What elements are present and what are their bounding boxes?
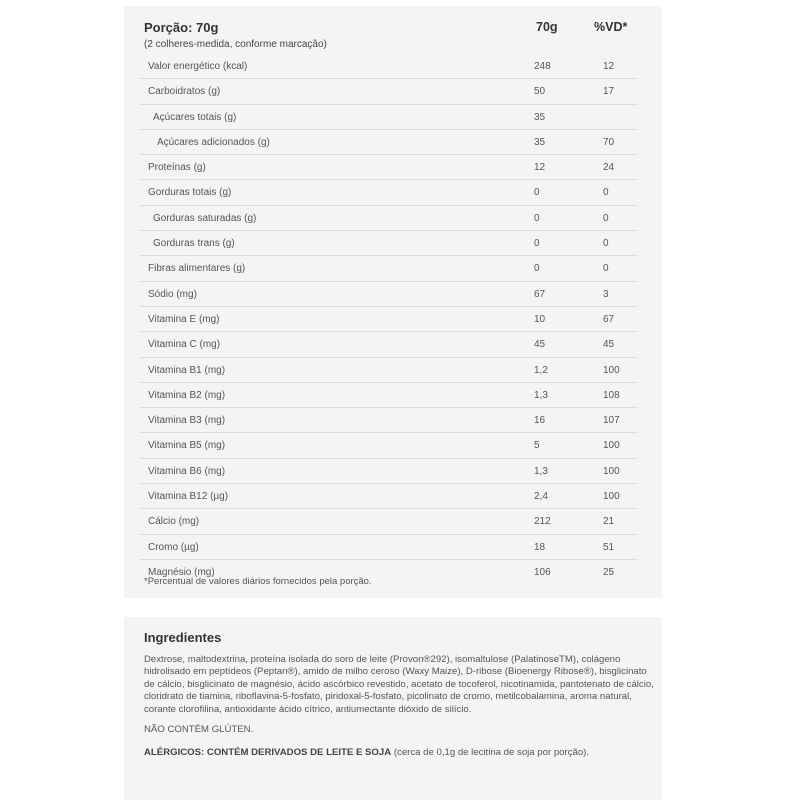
nutrition-row — [140, 383, 638, 408]
portion-subtitle: (2 colheres-medida, conforme marcação) — [144, 39, 327, 50]
nutrient-name: Vitamina B12 (µg) — [148, 491, 229, 503]
nutrition-row — [140, 105, 638, 130]
nutrient-amount: 10 — [534, 313, 546, 325]
nutrition-row — [140, 459, 638, 484]
nutrient-daily-value: 0 — [603, 212, 609, 224]
nutrient-amount: 2,4 — [534, 491, 548, 503]
nutrient-name: Fibras alimentares (g) — [148, 263, 246, 275]
nutrient-name: Cálcio (mg) — [148, 516, 200, 528]
nutrient-daily-value: 24 — [603, 162, 615, 174]
nutrient-amount: 18 — [534, 541, 546, 553]
nutrition-row — [140, 484, 638, 509]
nutrition-row — [140, 231, 638, 256]
nutrient-name: Gorduras saturadas (g) — [153, 212, 257, 224]
nutrient-name: Gorduras trans (g) — [153, 238, 235, 250]
nutrient-name: Vitamina C (mg) — [148, 339, 221, 351]
nutrient-daily-value: 51 — [603, 541, 615, 553]
nutrient-amount: 0 — [534, 238, 540, 250]
nutrition-row — [140, 54, 638, 79]
nutrient-name: Sódio (mg) — [148, 288, 197, 300]
nutrient-amount: 35 — [534, 136, 546, 148]
nutrition-facts-panel — [124, 6, 662, 598]
nutrient-amount: 106 — [534, 566, 551, 578]
nutrition-row — [140, 79, 638, 104]
nutrient-name: Magnésio (mg) — [148, 566, 215, 578]
nutrient-name: Vitamina B1 (mg) — [148, 364, 226, 376]
nutrition-row — [140, 180, 638, 205]
nutrient-daily-value: 0 — [603, 187, 609, 199]
nutrient-daily-value: 17 — [603, 86, 615, 98]
nutrient-name: Vitamina B6 (mg) — [148, 465, 226, 477]
nutrition-row — [140, 332, 638, 357]
nutrient-daily-value: 45 — [603, 339, 615, 351]
nutrient-amount: 1,3 — [534, 389, 548, 401]
nutrient-daily-value: 100 — [603, 465, 620, 477]
portion-title: Porção: 70g — [144, 20, 219, 35]
nutrition-table — [140, 54, 638, 584]
nutrient-name: Carboidratos (g) — [148, 86, 221, 98]
nutrition-row — [140, 307, 638, 332]
nutrition-row — [140, 130, 638, 155]
nutrient-amount: 1,2 — [534, 364, 548, 376]
nutrition-row — [140, 408, 638, 433]
allergens-notice — [144, 747, 589, 758]
ingredients-panel — [124, 617, 662, 800]
nutrient-amount: 0 — [534, 263, 540, 275]
nutrient-name: Vitamina B5 (mg) — [148, 440, 226, 452]
ingredients-title: Ingredientes — [144, 630, 222, 645]
nutrition-row — [140, 433, 638, 458]
nutrition-row — [140, 535, 638, 560]
nutrient-amount: 1,3 — [534, 465, 548, 477]
nutrient-amount: 12 — [534, 162, 546, 174]
ingredients-list: Dextrose, maltodextrina, proteína isolada do soro de leite (Provon®292), isomaltulose (PalatinoseTM), colágeno hidrolisado em peptídeos (Peptan®), amido de milho ceroso (Waxy Maize), D-ribose (Bioenergy Ribose®), bisglicinato de cálcio, bisglicinato de magnésio, ácido ascórbico revestido, acetato de tocoferol, nicotinamida, pantotenato de cálcio, cloridrato de tiamina, riboflavina-5-fosfato, piridoxal-5-fosfato, picolinato de cromo, metilcobalamina, aroma natural, corante clorofilina, antioxidante ácido cítrico, antiumectante dióxido de silício. — [144, 654, 654, 715]
nutrient-name: Proteínas (g) — [148, 162, 206, 174]
nutrient-amount: 212 — [534, 516, 551, 528]
nutrient-daily-value: 108 — [603, 389, 620, 401]
nutrition-row — [140, 358, 638, 383]
nutrition-row — [140, 509, 638, 534]
nutrient-amount: 45 — [534, 339, 546, 351]
nutrient-daily-value: 0 — [603, 238, 609, 250]
nutrition-row — [140, 155, 638, 180]
nutrient-amount: 16 — [534, 415, 546, 427]
nutrient-name: Vitamina B2 (mg) — [148, 389, 226, 401]
nutrient-amount: 5 — [534, 440, 540, 452]
nutrient-daily-value: 100 — [603, 364, 620, 376]
nutrition-row — [140, 206, 638, 231]
gluten-notice: NÃO CONTÉM GLÚTEN. — [144, 724, 254, 735]
nutrient-name: Valor energético (kcal) — [148, 61, 248, 72]
nutrient-daily-value: 67 — [603, 313, 615, 325]
nutrition-row — [140, 256, 638, 281]
allergens-note: (cerca de 0,1g de lecitina de soja por porção). — [391, 747, 590, 758]
nutrient-name: Vitamina B3 (mg) — [148, 415, 226, 427]
nutrient-daily-value: 12 — [603, 61, 615, 72]
nutrient-daily-value: 21 — [603, 516, 615, 528]
nutrient-name: Açúcares adicionados (g) — [157, 136, 270, 148]
nutrient-amount: 50 — [534, 86, 546, 98]
nutrient-amount: 67 — [534, 288, 546, 300]
nutrient-daily-value: 0 — [603, 263, 609, 275]
column-header-daily-value: %VD* — [594, 20, 628, 34]
nutrient-name: Gorduras totais (g) — [148, 187, 232, 199]
nutrient-daily-value: 25 — [603, 566, 615, 578]
nutrient-daily-value: 100 — [603, 491, 620, 503]
daily-value-footnote: *Percentual de valores diários fornecidos pela porção. — [144, 576, 372, 587]
nutrient-amount: 35 — [534, 111, 546, 123]
column-header-amount: 70g — [536, 20, 558, 34]
nutrition-row — [140, 282, 638, 307]
nutrient-daily-value: 3 — [603, 288, 609, 300]
allergens-label: ALÉRGICOS: CONTÉM DERIVADOS DE LEITE E SOJA — [144, 747, 392, 758]
nutrient-amount: 0 — [534, 187, 540, 199]
nutrient-name: Açúcares totais (g) — [153, 111, 237, 123]
nutrient-name: Cromo (µg) — [148, 541, 199, 553]
nutrient-name: Vitamina E (mg) — [148, 313, 220, 325]
nutrient-amount: 248 — [534, 61, 551, 72]
nutrient-daily-value: 70 — [603, 136, 615, 148]
nutrient-daily-value: 100 — [603, 440, 620, 452]
nutrient-daily-value: 107 — [603, 415, 620, 427]
nutrient-amount: 0 — [534, 212, 540, 224]
